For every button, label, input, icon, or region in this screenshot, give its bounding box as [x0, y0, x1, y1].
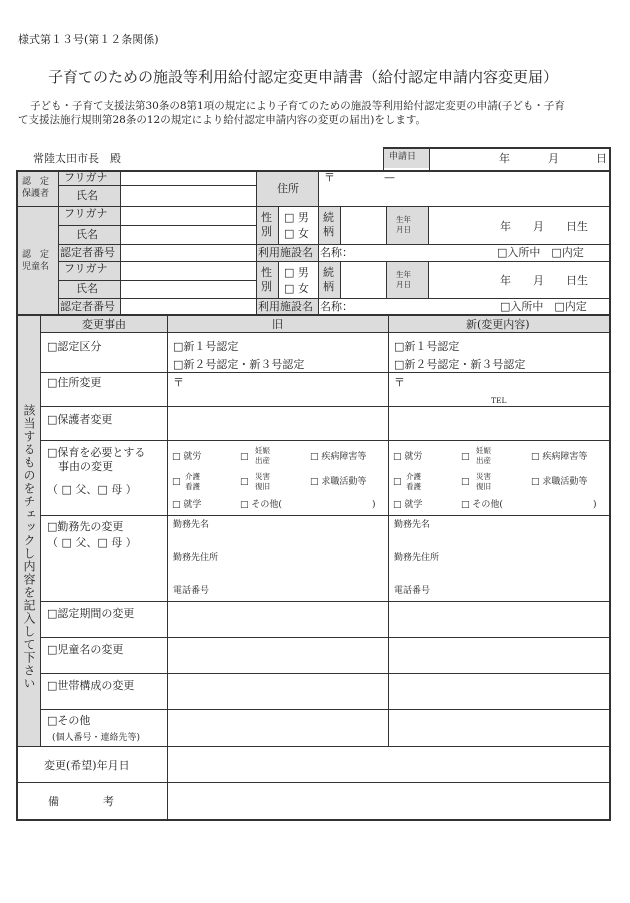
old-disaster-box[interactable]: □: [240, 477, 249, 487]
new-cert-opt2[interactable]: □新２号認定・新３号認定: [394, 358, 526, 371]
child2-cert-no-label: 認定者番号: [60, 300, 115, 313]
child-label: 認 定 児童名: [22, 250, 50, 272]
household-change-checkbox[interactable]: □世帯構成の変更: [47, 679, 135, 692]
employer-parent[interactable]: （ □ 父、□ 母 ）: [47, 536, 137, 549]
child2-furigana-label: フリガナ: [64, 262, 108, 275]
old-pregnancy-label: 妊娠 出産: [255, 446, 270, 465]
intro-line-2: て支援法施行規則第28条の12の規定により給付認定申請内容の変更の届出)をします。: [18, 114, 426, 126]
app-date-month: 月: [548, 152, 559, 165]
old-school-checkbox[interactable]: □ 就学: [172, 500, 202, 510]
new-pregnancy-label: 妊娠 出産: [476, 446, 491, 465]
new-employer-name-label: 勤務先名: [394, 520, 431, 530]
new-tel-label: TEL: [491, 396, 507, 405]
child2-facility-label: 利用施設名: [258, 300, 313, 313]
period-change-checkbox[interactable]: □認定期間の変更: [47, 607, 135, 620]
side-instruction: 該当するものをチェックし内容を記入して下さい: [22, 404, 36, 690]
child2-female-checkbox[interactable]: □ 女: [284, 282, 309, 295]
employer-change-checkbox[interactable]: □勤務先の変更: [47, 520, 124, 533]
child2-birth-label: 生年 月日: [396, 270, 411, 289]
new-postal-mark: 〒: [394, 376, 405, 389]
guardian-label: 認 定 保護者: [22, 177, 50, 199]
child1-name-label: 氏名: [76, 228, 98, 241]
old-employer-addr-label: 勤務先住所: [173, 553, 219, 563]
child2-name-label: 氏名: [76, 282, 98, 295]
old-cert-opt2[interactable]: □新２号認定・新３号認定: [173, 358, 305, 371]
child2-birth-value: 年 月 日生: [500, 274, 588, 287]
new-pregnancy-box[interactable]: □: [461, 452, 470, 462]
child1-male-checkbox[interactable]: □ 男: [284, 211, 309, 224]
old-pregnancy-box[interactable]: □: [240, 452, 249, 462]
old-employer-name-label: 勤務先名: [173, 520, 210, 530]
new-other-close: ): [593, 500, 597, 510]
address-change-checkbox[interactable]: □住所変更: [47, 376, 102, 389]
cert-type-checkbox[interactable]: □認定区分: [47, 340, 102, 353]
app-date-day: 日: [596, 152, 607, 165]
new-school-checkbox[interactable]: □ 就学: [393, 500, 423, 510]
app-date-year: 年: [499, 152, 510, 165]
child1-birth-label: 生年 月日: [396, 215, 411, 234]
new-disaster-label: 災害 復旧: [476, 472, 491, 491]
old-cert-opt1[interactable]: □新１号認定: [173, 340, 239, 353]
old-illness-checkbox[interactable]: □ 疾病障害等: [310, 452, 367, 462]
guardian-address-label: 住所: [277, 182, 299, 195]
child2-status-options[interactable]: □入所中 □内定: [500, 300, 587, 313]
postal-dash: —: [384, 171, 395, 184]
old-disaster-label: 災害 復旧: [255, 472, 270, 491]
guardian-furigana-label: フリガナ: [64, 171, 108, 184]
guardian-name-label: 氏名: [76, 189, 98, 202]
new-work-checkbox[interactable]: □ 就労: [393, 452, 423, 462]
addressee: 常陸太田市長 殿: [33, 152, 121, 165]
child2-facility-name: 名称：: [320, 300, 353, 313]
new-illness-checkbox[interactable]: □ 疾病障害等: [531, 452, 588, 462]
old-other-checkbox[interactable]: □ その他(: [240, 500, 282, 510]
intro-line-1: 子ども・子育て支援法第30条の8第1項の規定により子育てのための施設等利用給付認定変更の申請(子ども・子育: [30, 100, 565, 112]
child1-facility-label: 利用施設名: [258, 246, 313, 259]
child1-relation-label: 続 柄: [323, 211, 334, 238]
new-care-box[interactable]: □: [393, 477, 402, 487]
postal-mark: 〒: [324, 171, 335, 184]
child2-sex-label: 性 別: [261, 266, 272, 293]
child1-facility-name: 名称：: [320, 246, 353, 259]
old-postal-mark: 〒: [173, 376, 184, 389]
guardian-change-checkbox[interactable]: □保護者変更: [47, 413, 113, 426]
old-work-checkbox[interactable]: □ 就労: [172, 452, 202, 462]
need-reason-parent[interactable]: （ □ 父、□ 母 ）: [47, 483, 137, 496]
new-employer-addr-label: 勤務先住所: [394, 553, 440, 563]
new-phone-label: 電話番号: [394, 586, 431, 596]
child1-birth-value: 年 月 日生: [500, 220, 588, 233]
new-other-checkbox[interactable]: □ その他(: [461, 500, 503, 510]
other-change-note: (個人番号・連絡先等): [52, 733, 141, 743]
header-new: 新(変更内容): [466, 318, 530, 331]
header-reason: 変更事由: [82, 318, 126, 331]
child2-male-checkbox[interactable]: □ 男: [284, 266, 309, 279]
need-reason-checkbox[interactable]: □保育を必要とする 事由の変更: [47, 446, 146, 473]
child1-cert-no-label: 認定者番号: [60, 246, 115, 259]
child-name-change-checkbox[interactable]: □児童名の変更: [47, 643, 124, 656]
header-old: 旧: [272, 318, 283, 331]
old-care-box[interactable]: □: [172, 477, 181, 487]
old-phone-label: 電話番号: [173, 586, 210, 596]
change-date-label: 変更(希望)年月日: [44, 759, 130, 772]
new-cert-opt1[interactable]: □新１号認定: [394, 340, 460, 353]
child1-female-checkbox[interactable]: □ 女: [284, 227, 309, 240]
new-care-label: 介護 看護: [406, 472, 421, 491]
old-other-close: ): [372, 500, 376, 510]
remarks-label: 備 考: [48, 795, 114, 808]
child1-sex-label: 性 別: [261, 211, 272, 238]
app-date-label: 申請日: [389, 152, 417, 162]
page-title: 子育てのための施設等利用給付認定変更申請書（給付認定申請内容変更届）: [48, 68, 559, 86]
new-jobseek-checkbox[interactable]: □ 求職活動等: [531, 477, 588, 487]
new-disaster-box[interactable]: □: [461, 477, 470, 487]
form-number: 様式第１３号(第１２条関係): [18, 33, 159, 46]
child2-relation-label: 続 柄: [323, 266, 334, 293]
child1-status-options[interactable]: □入所中 □内定: [497, 246, 584, 259]
child1-furigana-label: フリガナ: [64, 207, 108, 220]
other-change-checkbox[interactable]: □その他: [47, 714, 91, 727]
old-jobseek-checkbox[interactable]: □ 求職活動等: [310, 477, 367, 487]
old-care-label: 介護 看護: [185, 472, 200, 491]
